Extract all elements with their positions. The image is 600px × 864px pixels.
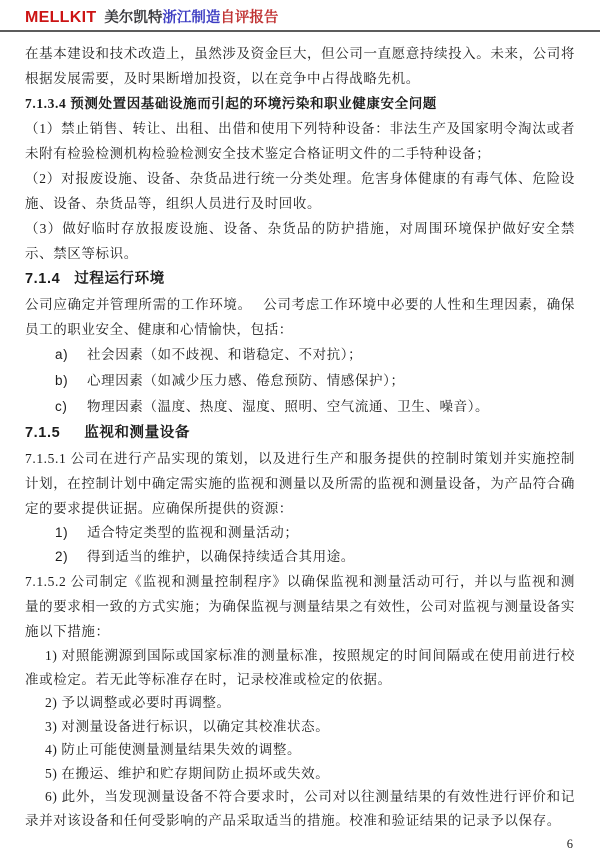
heading-7-1-4-number: 7.1.4 xyxy=(25,271,61,287)
factor-c-text: 物理因素（温度、热度、湿度、照明、空气流通、卫生、噪音）。 xyxy=(87,399,490,414)
factor-b-text: 心理因素（如减少压力感、倦怠预防、情感保护）； xyxy=(87,373,405,388)
header-title-zhejiang: 浙江制造 xyxy=(162,10,221,26)
resource-2-text: 得到适当的维护，以确保持续适合其用途。 xyxy=(87,549,355,564)
brand-logo-text: MELLKIT xyxy=(25,9,97,26)
list-item-resource-2 xyxy=(25,545,575,569)
measure-5: 5) 在搬运、维护和贮存期间防止损坏或失效。 xyxy=(45,765,330,781)
list-item-factor-c xyxy=(25,394,575,420)
paragraph-7-1-4: 公司应确定并管理所需的工作环境。 公司考虑工作环境中必要的人性和生理因素，确保员工的职业安全、健康和心情愉快，包括： xyxy=(25,297,575,337)
heading-7-1-4 xyxy=(25,266,575,292)
paragraph-7-1-5-1: 7.1.5.1 公司在进行产品实现的策划，以及进行生产和服务提供的控制时策划并实施控制计划，在控制计划中确定需实施的监视和测量以及所需的监视和测量设备，为产品符合确定的要求提供证据。应确保所提供的资源： xyxy=(25,451,575,516)
measure-2: 2) 予以调整或必要时再调整。 xyxy=(45,695,231,710)
list-marker-2: 2) xyxy=(55,549,69,564)
heading-7-1-4-title: 过程运行环境 xyxy=(74,271,165,287)
list-item-factor-a xyxy=(25,342,575,368)
heading-7-1-3-4: 7.1.3.4 预测处置因基础设施而引起的环境污染和职业健康安全问题 xyxy=(25,96,437,111)
paragraph-7-1-5-2: 7.1.5.2 公司制定《监视和测量控制程序》以确保监视和测量活动可行，并以与监视和测量的要求相一致的方式实施；为确保监视与测量结果之有效性，公司对监视与测量设备实施以下措施： xyxy=(25,574,575,639)
measure-6: 6) 此外，当发现测量设备不符合要求时，公司对以往测量结果的有效性进行评价和记录并对该设备和任何受影响的产品采取适当的措施。校准和验证结果的记录予以保存。 xyxy=(25,789,575,828)
list-item-factor-b xyxy=(25,368,575,394)
page-header xyxy=(0,0,600,27)
list-marker-c: c) xyxy=(55,399,68,414)
heading-7-1-5-title: 监视和测量设备 xyxy=(84,425,190,441)
paragraph-item-2: （2）对报废设施、设备、杂货品进行统一分类处理。危害身体健康的有毒气体、危险设施、设备、杂货品等，组织人员进行及时回收。 xyxy=(25,171,575,211)
paragraph-item-3: （3）做好临时存放报废设施、设备、杂货品的防护措施，对周围环境保护做好安全禁示、禁区等标识。 xyxy=(25,221,575,261)
list-marker-1: 1) xyxy=(55,525,69,540)
resource-1-text: 适合特定类型的监视和测量活动； xyxy=(87,525,299,540)
list-marker-b: b) xyxy=(55,373,69,388)
header-title-report: 自评报告 xyxy=(220,10,279,26)
list-item-resource-1 xyxy=(25,521,575,545)
list-marker-a: a) xyxy=(55,347,69,362)
heading-7-1-5 xyxy=(25,420,575,446)
measure-4: 4) 防止可能使测量测量结果失效的调整。 xyxy=(45,742,302,757)
paragraph-item-1: （1）禁止销售、转让、出租、出借和使用下列特种设备：非法生产及国家明令淘汰或者未附有检验检测机构检验检测安全技术鉴定合格证明文件的二手特种设备； xyxy=(25,121,575,161)
brand-name-chinese: 美尔凯特 xyxy=(104,10,163,26)
measure-3: 3) 对测量设备进行标识，以确定其校准状态。 xyxy=(45,718,330,734)
heading-7-1-5-number: 7.1.5 xyxy=(25,425,61,441)
factor-a-text: 社会因素（如不歧视、和谐稳定、不对抗）； xyxy=(87,347,363,362)
document-body xyxy=(0,32,600,832)
measure-1: 1) 对照能溯源到国际或国家标准的测量标准，按照规定的时间间隔或在使用前进行校准或检定。若无此等标准存在时，记录校准或检定的依据。 xyxy=(25,648,575,687)
page-number: 6 xyxy=(566,837,573,851)
paragraph-intro: 在基本建设和技术改造上，虽然涉及资金巨大，但公司一直愿意持续投入。未来，公司将根据发展需要，及时果断增加投资，以在竞争中占得战略先机。 xyxy=(25,46,575,86)
